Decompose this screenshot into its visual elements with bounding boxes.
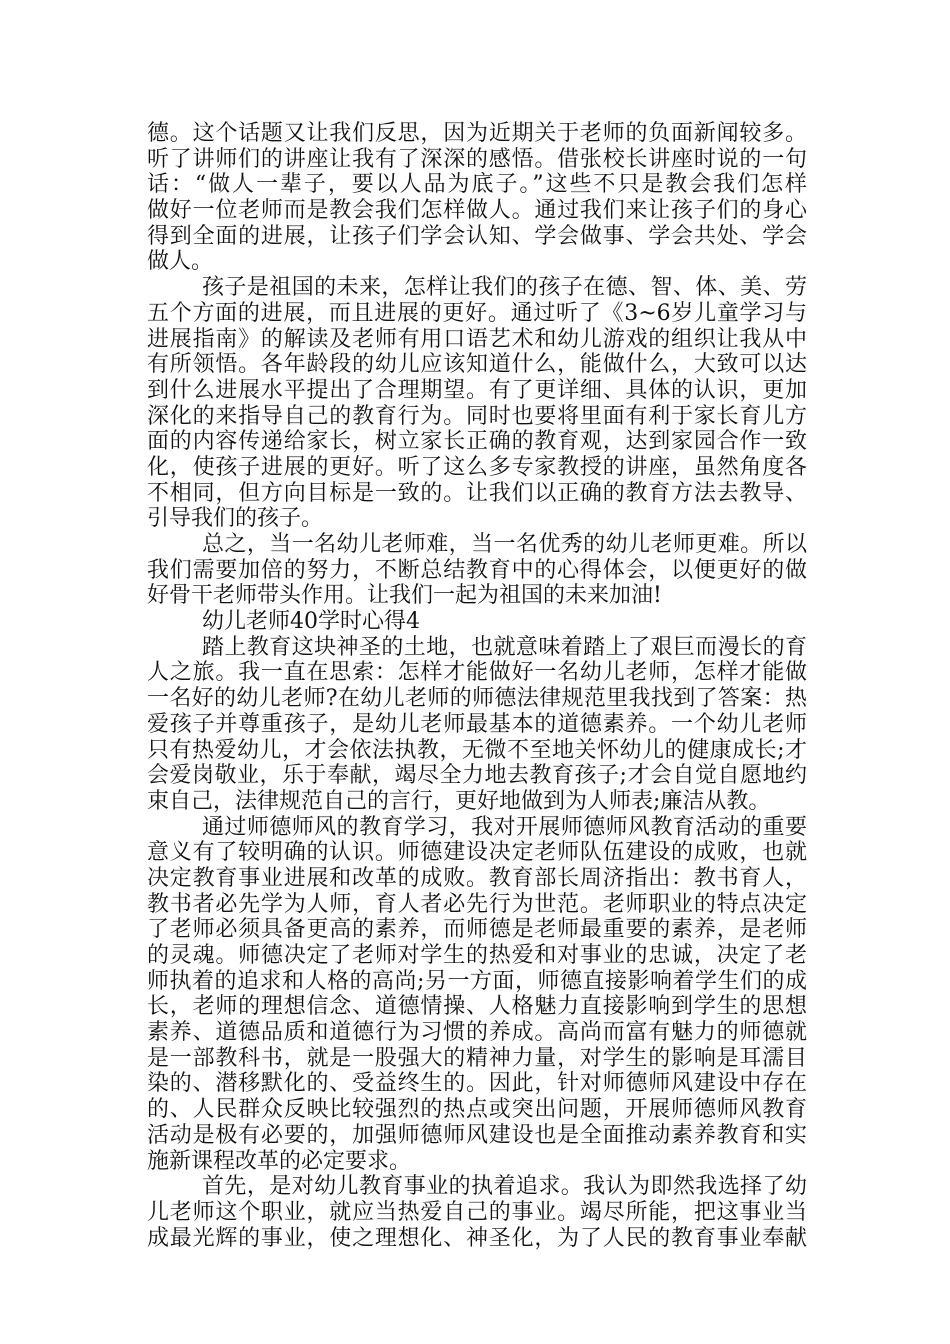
text-line: 了老师必须具备更高的素养，而师德是老师最重要的素养，是老师	[147, 917, 807, 943]
text-line: 爱孩子并尊重孩子，是幼儿老师最基本的道德素养。一个幼儿老师	[147, 711, 807, 737]
text-line: 素养、道德品质和道德行为习惯的养成。高尚而富有魅力的师德就	[147, 1020, 807, 1046]
text-line: 一名好的幼儿老师?在幼儿老师的师德法律规范里我找到了答案：热	[147, 686, 807, 712]
paragraph	[147, 121, 807, 275]
section-heading	[147, 609, 807, 635]
text-line: 决定教育事业进展和改革的成败。教育部长周济指出：教书育人，	[147, 865, 807, 891]
text-line: 染的、潜移默化的、受益终生的。因此，针对师德师风建设中存在	[147, 1071, 807, 1097]
paragraph	[147, 635, 807, 815]
text-line: 的、人民群众反映比较强烈的热点或突出问题，开展师德师风教育	[147, 1097, 807, 1123]
text-line: 做好一位老师而是教会我们怎样做人。通过我们来让孩子们的身心	[147, 198, 807, 224]
text-line: 化，使孩子进展的更好。听了这么多专家教授的讲座，虽然角度各	[147, 454, 807, 480]
text-line: 意义有了较明确的认识。师德建设决定老师队伍建设的成败，也就	[147, 840, 807, 866]
paragraph	[147, 275, 807, 532]
text-line: 长，老师的理想信念、道德情操、人格魅力直接影响到学生的思想	[147, 994, 807, 1020]
text-line: 束自己，法律规范自己的言行，更好地做到为人师表;廉洁从教。	[147, 788, 771, 814]
text-line: 进展指南》的解读及老师有用口语艺术和幼儿游戏的组织让我从中	[147, 326, 807, 352]
text-line: 不相同，但方向目标是一致的。让我们以正确的教育方法去教导、	[147, 480, 807, 506]
text-line: 深化的来指导自己的教育行为。同时也要将里面有利于家长育儿方	[147, 403, 807, 429]
text-line: 到什么进展水平提出了合理期望。有了更详细、具体的认识，更加	[147, 377, 807, 403]
text-line: 是一部教科书，就是一股强大的精神力量，对学生的影响是耳濡目	[147, 1045, 807, 1071]
text-line: 成最光辉的事业，使之理想化、神圣化，为了人民的教育事业奉献	[147, 1225, 807, 1251]
text-line: 教书者必先学为人师，育人者必先行为世范。老师职业的特点决定	[147, 891, 807, 917]
text-line: 踏上教育这块神圣的土地，也就意味着踏上了艰巨而漫长的育	[202, 634, 807, 660]
text-line: 孩子是祖国的未来，怎样让我们的孩子在德、智、体、美、劳	[202, 275, 807, 301]
text-line: 通过师德师风的教育学习，我对开展师德师风教育活动的重要	[202, 814, 807, 840]
document-page	[147, 121, 807, 1251]
text-line: 听了讲师们的讲座让我有了深深的感悟。借张校长讲座时说的一句	[147, 146, 807, 172]
text-line: 首先，是对幼儿教育事业的执着追求。我认为即然我选择了幼	[202, 1174, 807, 1200]
paragraph	[147, 1174, 807, 1251]
text-line: 人之旅。我一直在思索：怎样才能做好一名幼儿老师，怎样才能做	[147, 660, 807, 686]
paragraph	[147, 532, 807, 609]
text-line: 我们需要加倍的努力，不断总结教育中的心得体会，以便更好的做	[147, 557, 807, 583]
text-line: 的灵魂。师德决定了老师对学生的热爱和对事业的忠诚，决定了老	[147, 943, 807, 968]
text-line: 总之，当一名幼儿老师难，当一名优秀的幼儿老师更难。所以	[202, 532, 807, 557]
text-line: 会爱岗敬业，乐于奉献，竭尽全力地去教育孩子;才会自觉自愿地约	[147, 763, 807, 789]
text-line: 施新课程改革的必定要求。	[147, 1148, 412, 1174]
text-line: 面的内容传递给家长，树立家长正确的教育观，达到家园合作一致	[147, 429, 807, 455]
text-line: 师执着的追求和人格的高尚;另一方面，师德直接影响着学生们的成	[147, 968, 807, 994]
text-line: 话：“做人一辈子，要以人品为底子。”这些不只是教会我们怎样	[147, 172, 807, 198]
text-line: 好骨干老师带头作用。让我们一起为祖国的未来加油!	[147, 583, 662, 609]
paragraph	[147, 815, 807, 1175]
text-line: 引导我们的孩子。	[147, 506, 324, 532]
text-line: 五个方面的进展，而且进展的更好。通过听了《3~6岁儿童学习与	[147, 300, 807, 326]
text-line: 儿老师这个职业，就应当热爱自己的事业。竭尽所能，把这事业当	[147, 1199, 807, 1225]
text-line: 有所领悟。各年龄段的幼儿应该知道什么，能做什么，大致可以达	[147, 352, 807, 378]
text-line: 幼儿老师40学时心得4	[202, 609, 420, 635]
text-line: 只有热爱幼儿，才会依法执教，无微不至地关怀幼儿的健康成长;才	[147, 737, 807, 763]
text-line: 做人。	[147, 249, 214, 275]
text-line: 得到全面的进展，让孩子们学会认知、学会做事、学会共处、学会	[147, 223, 807, 249]
text-line: 活动是极有必要的，加强师德师风建设也是全面推动素养教育和实	[147, 1122, 807, 1148]
text-line: 德。这个话题又让我们反思，因为近期关于老师的负面新闻较多。	[147, 121, 807, 146]
